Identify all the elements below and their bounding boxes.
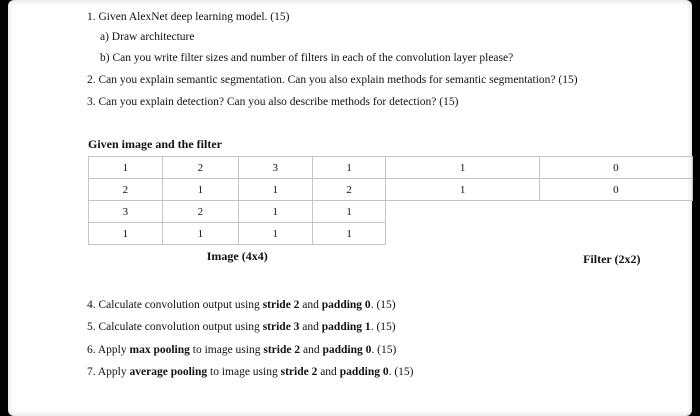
task-4: 4. Calculate convolution output using stride 2 and padding 0. (15) xyxy=(87,299,396,311)
image-cell: 1 xyxy=(89,223,163,245)
image-cell: 2 xyxy=(162,157,238,179)
image-cell: 1 xyxy=(312,157,386,179)
question-1: 1. Given AlexNet deep learning model. (15) xyxy=(87,11,290,23)
blank-cell xyxy=(539,201,692,223)
caption-row xyxy=(89,245,693,268)
filter-cell: 0 xyxy=(539,179,692,201)
image-cell: 1 xyxy=(238,201,312,223)
image-cell: 1 xyxy=(89,157,163,179)
filter-cell: 1 xyxy=(386,157,539,179)
image-cell: 1 xyxy=(312,201,386,223)
image-cell: 3 xyxy=(89,201,163,223)
image-cell: 1 xyxy=(238,223,312,245)
filter-caption: Filter (2x2) xyxy=(583,252,641,266)
image-cell: 1 xyxy=(162,223,238,245)
image-cell: 2 xyxy=(312,179,386,201)
blank-cell xyxy=(386,223,539,245)
filter-cell: 1 xyxy=(386,179,539,201)
section-heading: Given image and the filter xyxy=(88,137,222,151)
question-1b: b) Can you write filter sizes and number of filters in each of the convolution layer please? xyxy=(100,52,514,64)
blank-cell xyxy=(386,201,539,223)
image-cell: 1 xyxy=(162,179,238,201)
document-page xyxy=(8,0,692,416)
filter-cell: 0 xyxy=(539,157,692,179)
table-row xyxy=(89,201,693,223)
task-6: 6. Apply max pooling to image using stride 2 and padding 0. (15) xyxy=(87,344,397,356)
image-cell: 1 xyxy=(312,223,386,245)
table-row xyxy=(89,179,693,201)
image-caption: Image (4x4) xyxy=(206,248,268,263)
image-cell: 1 xyxy=(238,179,312,201)
question-3: 3. Can you explain detection? Can you also describe methods for detection? (15) xyxy=(87,96,459,108)
image-cell: 2 xyxy=(162,201,238,223)
table-row xyxy=(89,223,693,245)
image-cell: 2 xyxy=(89,179,163,201)
image-cell: 3 xyxy=(238,157,312,179)
table-row xyxy=(89,157,693,179)
question-1a: a) Draw architecture xyxy=(100,31,195,43)
question-2: 2. Can you explain semantic segmentation. Can you also explain methods for semantic segmentation? (15) xyxy=(87,74,578,86)
blank-cell xyxy=(539,223,692,245)
task-7: 7. Apply average pooling to image using stride 2 and padding 0. (15) xyxy=(87,366,414,378)
task-5: 5. Calculate convolution output using stride 3 and padding 1. (15) xyxy=(87,321,396,333)
image-filter-table xyxy=(88,156,693,267)
